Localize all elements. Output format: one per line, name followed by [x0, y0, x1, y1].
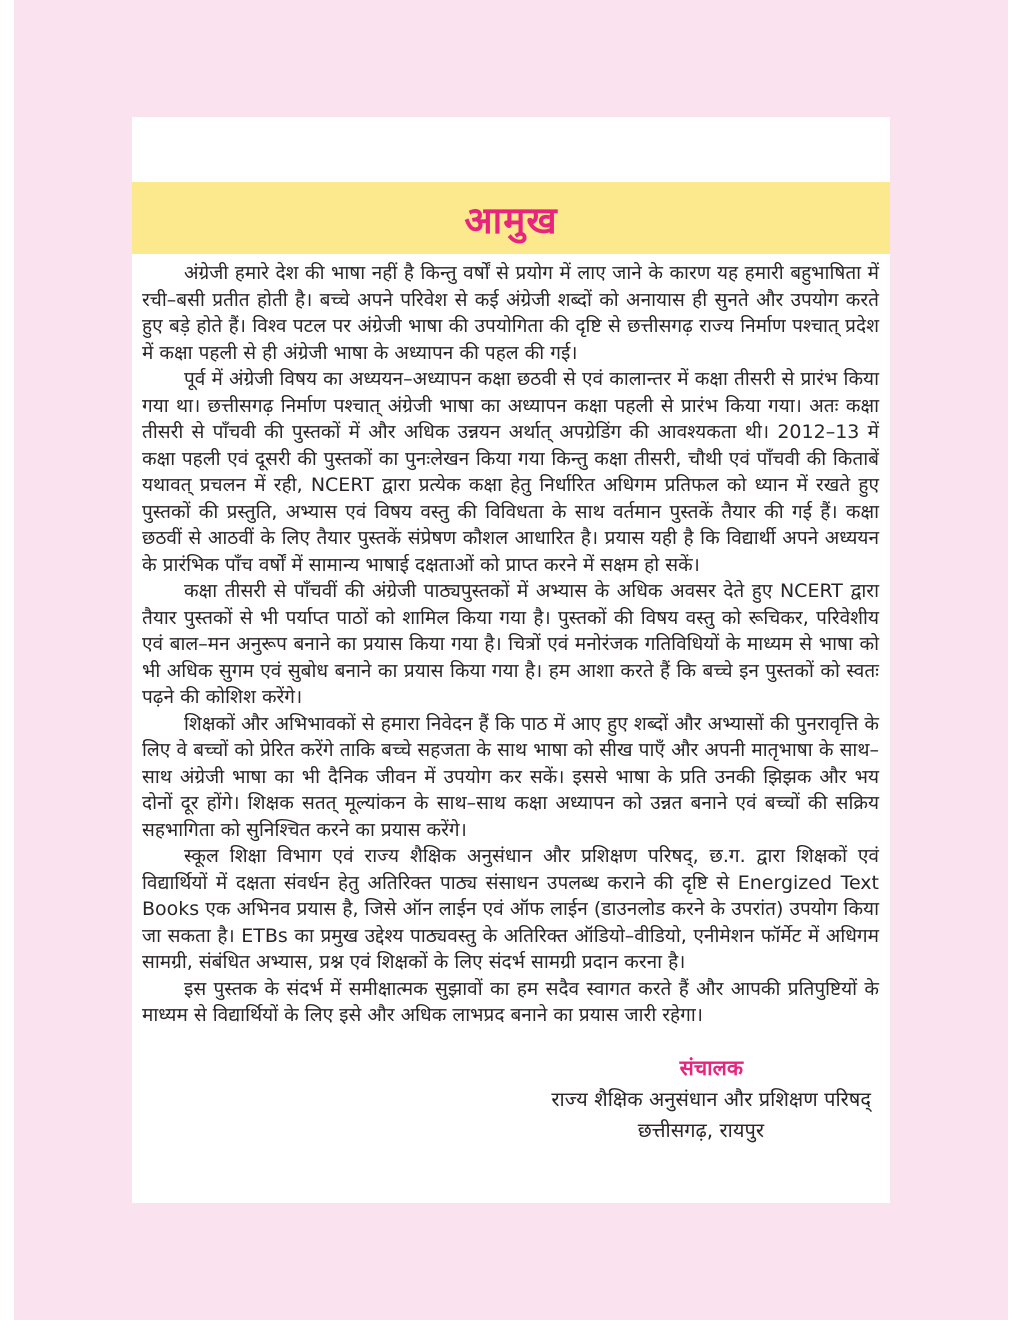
page-title: आमुख — [464, 198, 558, 242]
title-banner — [132, 182, 890, 254]
preface-paragraph-5: स्कूल शिक्षा विभाग एवं राज्य शैक्षिक अनुसंधान और प्रशिक्षण परिषद्, छ.ग. द्वारा शिक्षकों एवं विद्यार्थियों में दक्षता संवर्धन हेतु अतिरिक्त पाठ्य संसाधन उपलब्ध कराने की दृष्टि से Energized Text Books एक अभिनव प्रयास है, जिसे ऑन लाईन एवं ऑफ लाईन (डाउनलोड करने के उपरांत) उपयोग किया जा सकता है। ETBs का प्रमुख उद्देश्य पाठ्यवस्तु के अतिरिक्त ऑडियो–वीडियो, एनीमेशन फॉर्मेट में अधिगम सामग्री, संबंधित अभ्यास, प्रश्न एवं शिक्षकों के लिए संदर्भ सामग्री प्रदान करना है। — [142, 845, 879, 973]
signature-designation: संचालक — [679, 1055, 743, 1080]
document-page — [132, 117, 890, 1203]
preface-paragraph-3: कक्षा तीसरी से पाँचवीं की अंग्रेजी पाठ्यपुस्तकों में अभ्यास के अधिक अवसर देते हुए NCERT द्वारा तैयार पुस्तकों से भी पर्याप्त पाठों को शामिल किया गया है। पुस्तकों की विषय वस्तु को रूचिकर, परिवेशीय एवं बाल–मन अनुरूप बनाने का प्रयास किया गया है। चित्रों एवं मनोरंजक गतिविधियों के माध्यम से भाषा को भी अधिक सुगम एवं सुबोध बनाने का प्रयास किया गया है। हम आशा करते हैं कि बच्चे इन पुस्तकों को स्वतः पढ़ने की कोशिश करेंगे। — [142, 580, 879, 708]
signature-organization: राज्य शैक्षिक अनुसंधान और प्रशिक्षण परिषद् — [551, 1086, 871, 1111]
preface-paragraph-6: इस पुस्तक के संदर्भ में समीक्षात्मक सुझावों का हम सदैव स्वागत करते हैं और आपकी प्रतिपुष्टियों के माध्यम से विद्यार्थियों के लिए इसे और अधिक लाभप्रद बनाने का प्रयास जारी रहेगा। — [142, 977, 879, 1026]
pink-backdrop — [14, 0, 1008, 1320]
preface-body — [132, 254, 890, 1146]
preface-paragraph-2: पूर्व में अंग्रेजी विषय का अध्ययन–अध्यापन कक्षा छठवी से एवं कालान्तर में कक्षा तीसरी से प्रारंभ किया गया था। छत्तीसगढ़ निर्माण पश्चात् अंग्रेजी भाषा का अध्यापन कक्षा पहली से प्रारंभ किया गया। अतः कक्षा तीसरी से पाँचवी की पुस्तकों में और अधिक उन्नयन अर्थात् अपग्रेडिंग की आवश्यकता थी। 2012–13 में कक्षा पहली एवं दूसरी की पुस्तकों का पुनःलेखन किया गया किन्तु कक्षा तीसरी, चौथी एवं पाँचवी की किताबें यथावत् प्रचलन में रही, NCERT द्वारा प्रत्येक कक्षा हेतु निर्धारित अधिगम प्रतिफल को ध्यान में रखते हुए पुस्तकों की प्रस्तुति, अभ्यास एवं विषय वस्तु की विविधता के साथ वर्तमान पुस्तकें तैयार की गई हैं। कक्षा छठवीं से आठवीं के लिए तैयार पुस्तकें संप्रेषण कौशल आधारित है। प्रयास यही है कि विद्यार्थी अपने अध्ययन के प्रारंभिक पाँच वर्षों में सामान्य भाषाई दक्षताओं को प्राप्त करने में सक्षम हो सकें। — [142, 368, 879, 576]
preface-paragraph-4: शिक्षकों और अभिभावकों से हमारा निवेदन हैं कि पाठ में आए हुए शब्दों और अभ्यासों की पुनरावृत्ति के लिए वे बच्चों को प्रेरित करेंगे ताकि बच्चे सहजता के साथ भाषा को सीख पाएँ और अपनी मातृभाषा के साथ–साथ अंग्रेजी भाषा का भी दैनिक जीवन में उपयोग कर सकें। इससे भाषा के प्रति उनकी झिझक और भय दोनों दूर होंगे। शिक्षक सतत् मूल्यांकन के साथ–साथ कक्षा अध्यापन को उन्नत बनाने एवं बच्चों की सक्रिय सहभागिता को सुनिश्चित करने का प्रयास करेंगे। — [142, 712, 880, 841]
preface-paragraph-1: अंग्रेजी हमारे देश की भाषा नहीं है किन्तु वर्षों से प्रयोग में लाए जाने के कारण यह हमारी बहुभाषिता में रची–बसी प्रतीत होती है। बच्चे अपने परिवेश से कई अंग्रेजी शब्दों को अनायास ही सुनते और उपयोग करते हुए बड़े होते हैं। विश्व पटल पर अंग्रेजी भाषा की उपयोगिता की दृष्टि से छत्तीसगढ़ राज्य निर्माण पश्चात् प्रदेश में कक्षा पहली से ही अंग्रेजी भाषा के अध्यापन की पहल की गई। — [142, 262, 879, 364]
signature-block — [142, 1053, 879, 1146]
signature-place: छत्तीसगढ़, रायपुर — [637, 1117, 764, 1142]
